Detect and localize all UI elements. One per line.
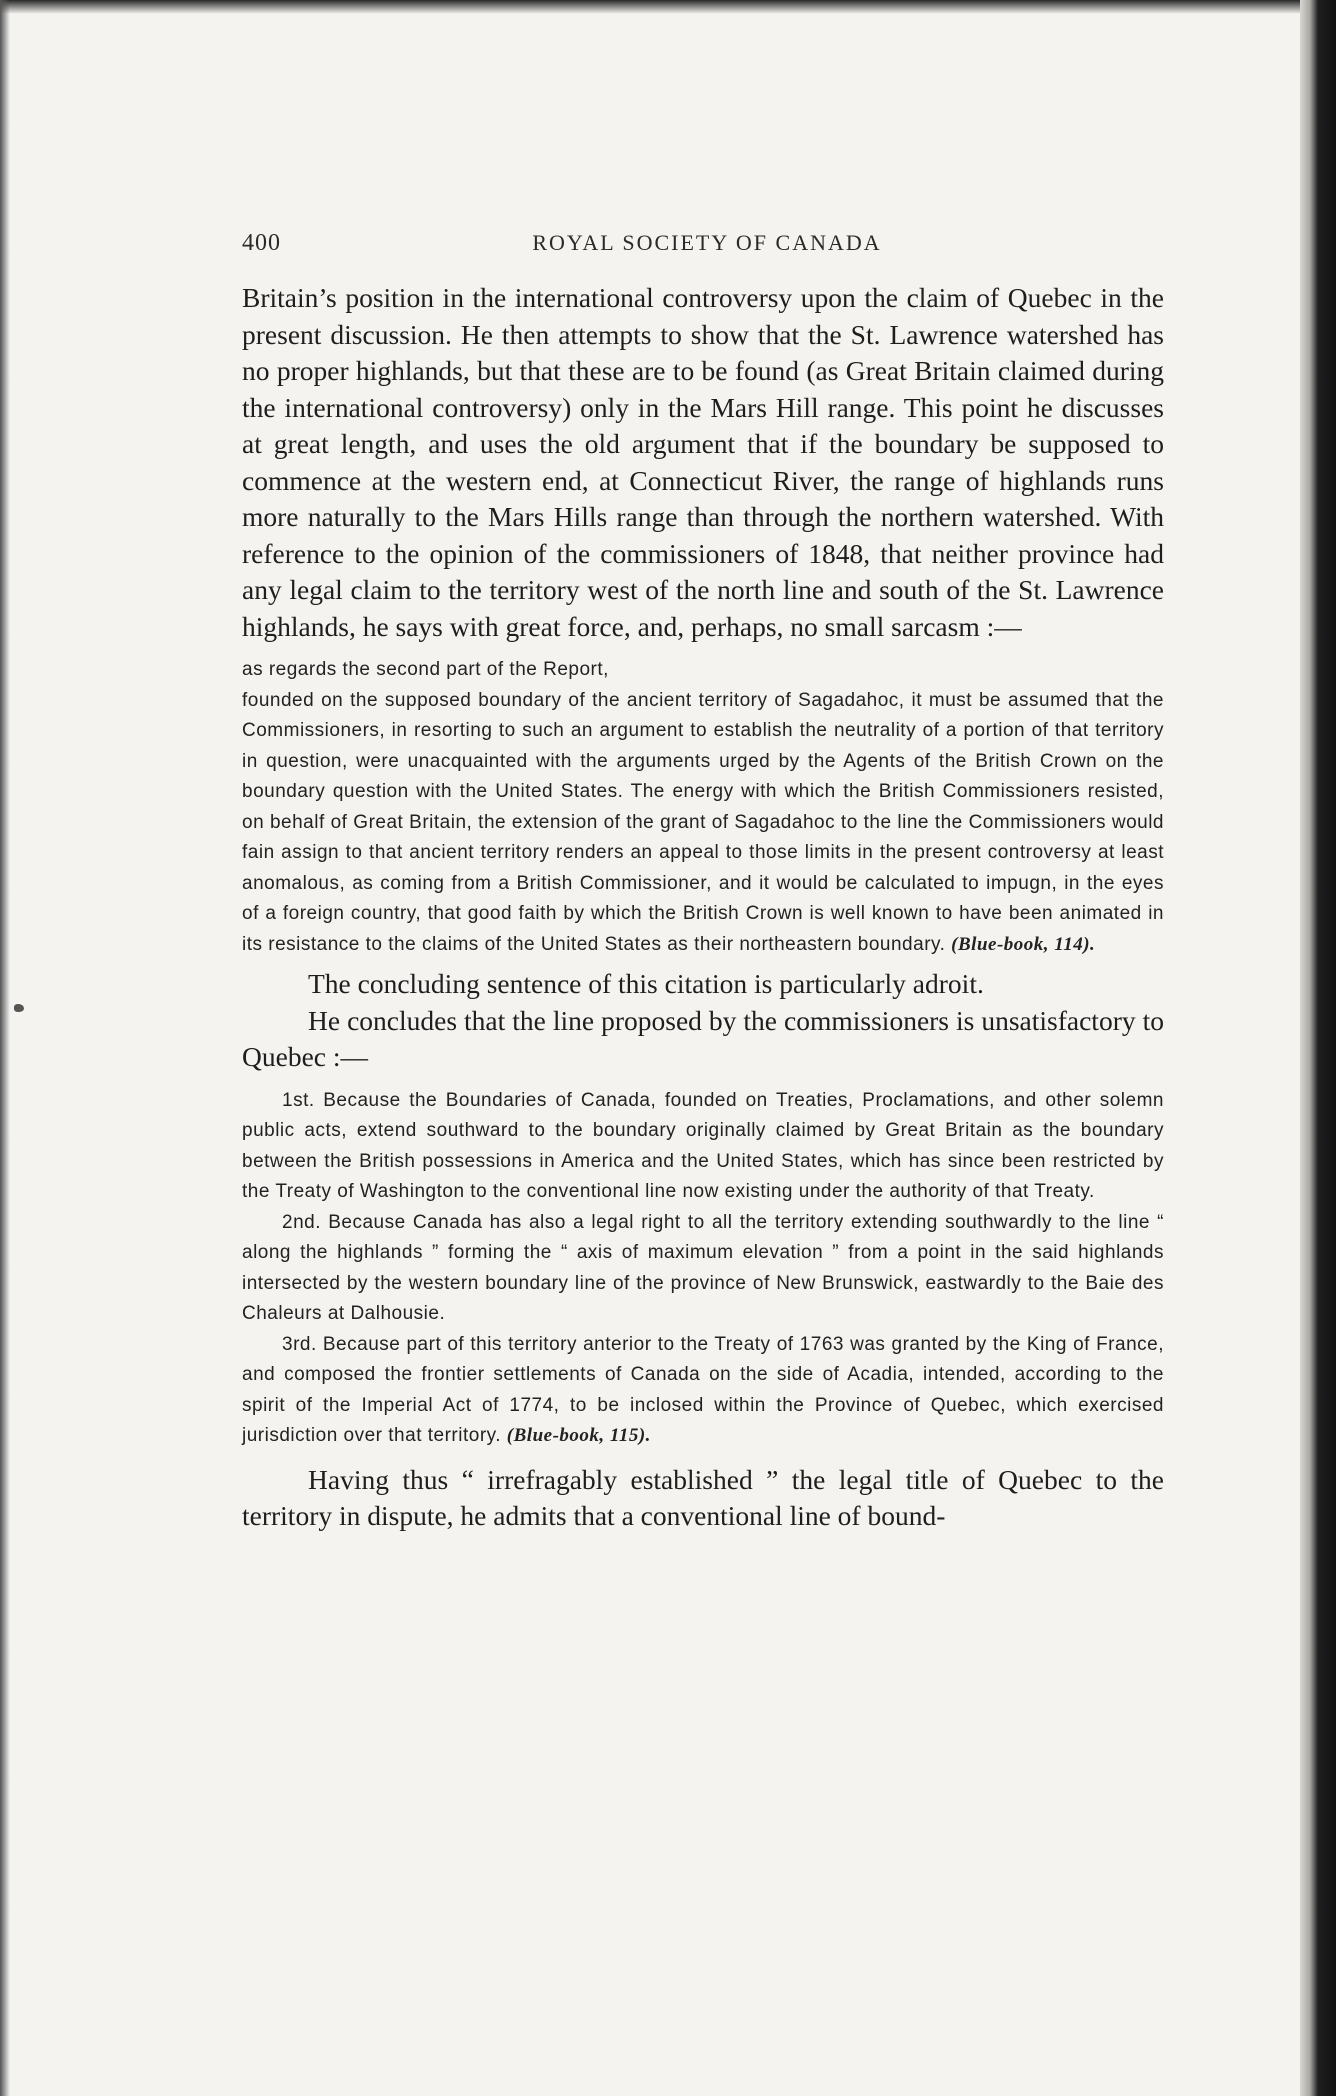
quote-1-body bbox=[242, 686, 1164, 961]
quote-2-item-2: 2nd. Because Canada has also a legal right to all the territory extending southwardly to the line “ along the highlands ” forming the “ axis of maximum elevation ” from a point in the said highlands intersected by the western boundary line of the province of New Brunswick, eastwardly to the Baie des Chaleurs at Dalhousie. bbox=[242, 1211, 1164, 1324]
scan-right-edge bbox=[1300, 0, 1336, 2096]
quote-2-item-3 bbox=[242, 1330, 1164, 1452]
paragraph-2: The concluding sentence of this citation is particularly adroit. bbox=[308, 968, 984, 999]
quote-1-text: founded on the supposed boundary of the ancient territory of Sagadahoc, it must be assumed that the Commissioners, in resorting to such an argument to establish the neutrality of a portion of that territory in question, were unacquainted with the arguments urged by the Agents of the British Crown on the boundary question with the United States. The energy with which the British Commissioners resisted, on behalf of Great Britain, the extension of the grant of Sagadahoc to the line the Commissioners would fain assign to that ancient territory renders an appeal to those limits in the present controversy at least anomalous, as coming from a British Commissioner, and it would be calculated to impugn, in the eyes of a foreign country, that good faith by which the British Crown is well known to have been animated in its resistance to the claims of the United States as their northeastern boundary. bbox=[242, 689, 1164, 955]
paragraph-4: Having thus “ irrefragably established ” the legal title of Quebec to the territory in dispute, he admits that a conventional line of bound- bbox=[242, 1463, 1164, 1531]
page-number: 400 bbox=[242, 230, 281, 256]
quote-2-citation: (Blue-book, 115). bbox=[506, 1425, 651, 1446]
paragraph-3: He concludes that the line proposed by the commissioners is unsatisfactory to Quebec :— bbox=[242, 1004, 1164, 1072]
page-header bbox=[242, 230, 1172, 266]
quote-1-citation: (Blue-book, 114). bbox=[951, 933, 1096, 955]
scan-speck bbox=[14, 1004, 24, 1012]
quote-2-item-3-text: 3rd. Because part of this territory anterior to the Treaty of 1763 was granted by the King of France, and composed the frontier settlements of Canada on the side of Acadia, intended, according to the spirit of the Imperial Act of 1774, to be inclosed within the Province of Quebec, which exercised jurisdiction over that territory. bbox=[242, 1333, 1164, 1446]
scan-left-shadow bbox=[0, 0, 10, 2096]
running-title: ROYAL SOCIETY OF CANADA bbox=[532, 230, 882, 255]
paragraph-1: Britain’s position in the international controversy upon the claim of Quebec in the present discussion. He then attempts to show that the St. Lawrence watershed has no proper highlands, but that these are to be found (as Great Britain claimed during the international controversy) only in the Mars Hill range. This point he discusses at great length, and uses the old argument that if the boundary be supposed to commence at the western end, at Connecticut River, the range of highlands runs more naturally to the Mars Hills range than through the northern watershed. With reference to the opinion of the commissioners of 1848, that neither province had any legal claim to the territory west of the north line and south of the St. Lawrence highlands, he says with great force, and, perhaps, no small sarcasm :— bbox=[242, 282, 1164, 642]
scan-top-shadow bbox=[0, 0, 1300, 14]
page-body bbox=[242, 280, 1164, 1535]
quote-1-lead: as regards the second part of the Report, bbox=[242, 659, 609, 680]
quote-2-item-1: 1st. Because the Boundaries of Canada, founded on Treaties, Proclamations, and other solemn public acts, extend southward to the boundary originally claimed by Great Britain as the boundary between the British possessions in America and the United States, which has since been restricted by the Treaty of Washington to the conventional line now existing under the authority of that Treaty. bbox=[242, 1089, 1164, 1202]
